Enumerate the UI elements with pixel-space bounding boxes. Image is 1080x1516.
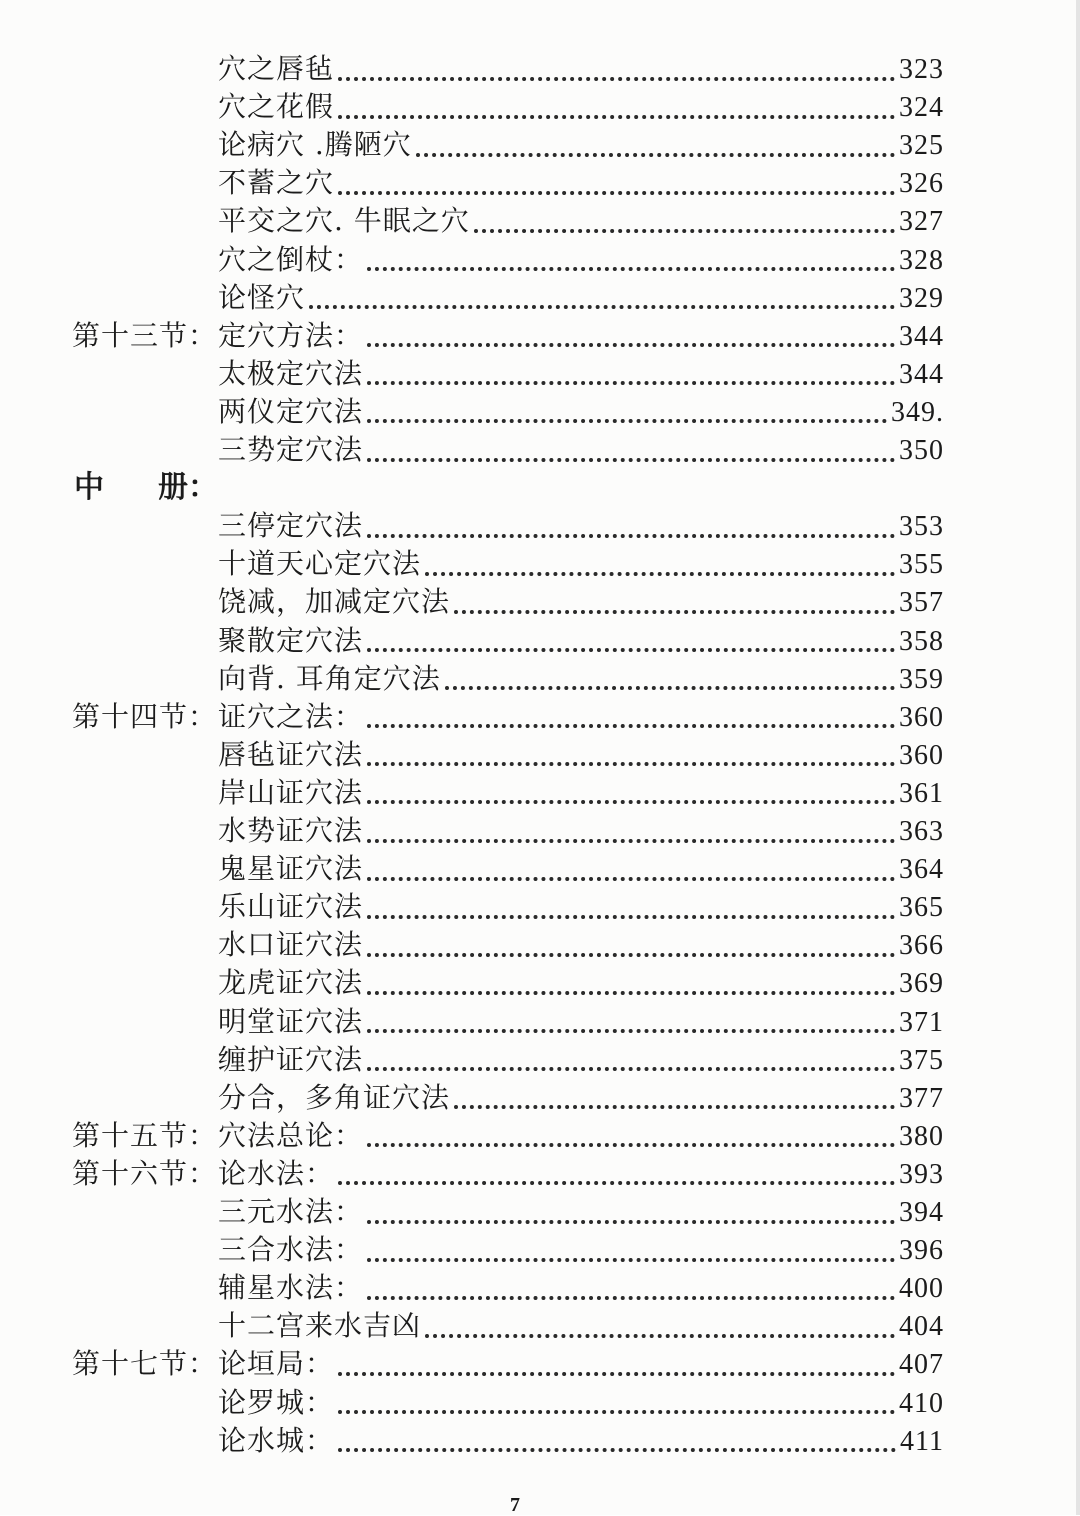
toc-entry [218,50,944,89]
entry-page-number: 380 [899,1120,944,1152]
dot-leader [367,752,895,766]
section-label: 第十七节： [72,1347,218,1381]
toc-entry [218,1079,944,1118]
toc-row [0,279,1080,317]
dot-leader [338,1438,896,1452]
dot-leader [454,1095,895,1109]
entry-title: 穴之倒杖： [218,242,364,276]
toc-row [0,850,1080,888]
entry-page-number: 361 [899,777,944,809]
dot-leader [367,790,895,804]
dot-leader [338,1362,895,1376]
entry-title: 岸山证穴法 [218,775,364,809]
entry-title: 太极定穴法 [218,356,364,390]
entry-page-number: 357 [899,587,944,619]
dot-leader [367,1248,895,1262]
toc-row [0,1384,1080,1422]
entry-title: 分合，多角证穴法 [218,1080,451,1114]
dot-leader [338,1400,895,1414]
dot-leader [367,981,895,995]
entry-page-number: 324 [899,92,944,124]
entry-page-number: 325 [899,130,944,162]
toc-entry [218,1003,944,1042]
entry-page-number: 344 [899,358,944,390]
dot-leader [474,219,895,233]
entry-page-number: 371 [899,1006,944,1038]
entry-title: 穴之唇毡 [218,52,335,85]
entry-title: 鬼星证穴法 [218,852,364,886]
entry-title: 论水法： [218,1156,335,1190]
toc-row [0,926,1080,964]
toc-entry [218,88,944,127]
entry-title: 唇毡证穴法 [218,737,364,771]
toc-entry [218,1231,944,1270]
dot-leader [367,409,887,423]
entry-title: 论病穴 .腾陋穴 [218,128,412,162]
dot-leader [367,1133,895,1147]
entry-title: 缠护证穴法 [218,1042,364,1076]
section-label: 第十五节： [72,1118,218,1152]
dot-leader [367,448,895,462]
dot-leader [425,562,895,576]
toc-entry [218,1269,944,1308]
entry-page-number: 349. [891,396,944,428]
entry-title: 三元水法： [218,1195,364,1228]
dot-leader [416,143,895,157]
entry-page-number: 375 [899,1044,944,1076]
toc-entry [218,1345,944,1384]
entry-title: 水势证穴法 [218,814,364,847]
entry-title: 不蓄之穴 [218,166,335,200]
toc-entry [218,583,944,622]
toc-entry [218,202,944,241]
toc-row [0,888,1080,926]
entry-page-number: 329 [899,282,944,314]
entry-page-number: 400 [899,1273,944,1305]
dot-leader [425,1324,895,1338]
entry-title: 证穴之法： [218,699,364,733]
entry-page-number: 369 [899,968,944,1000]
toc-entry [218,1041,944,1080]
entry-title: 论水城： [218,1423,335,1457]
entry-page-number: 364 [899,854,944,886]
toc-entry [218,393,944,432]
entry-page-number: 355 [899,549,944,581]
entry-page-number: 359 [899,663,944,695]
dot-leader [367,333,895,347]
entry-title: 辅星水法： [218,1271,364,1305]
entry-title: 论垣局： [218,1347,335,1381]
toc-row [0,431,1080,469]
page-number: 7 [510,1494,520,1516]
toc-row [0,774,1080,812]
toc-row [0,812,1080,850]
entry-title: 三停定穴法 [218,509,364,543]
toc-entry [218,279,944,318]
dot-leader [367,905,895,919]
dot-leader [367,1286,895,1300]
entry-title: 穴法总论： [218,1118,364,1152]
toc-entry [218,1384,944,1423]
entry-title: 平交之穴. 牛眠之穴 [218,204,470,238]
dot-leader [445,676,895,690]
toc-entry [218,1307,944,1346]
entry-page-number: 353 [899,511,944,543]
dot-leader [367,1019,895,1033]
toc-entry [218,850,944,889]
entry-page-number: 360 [899,701,944,733]
toc-row [0,393,1080,431]
entry-page-number: 411 [900,1425,944,1457]
dot-leader [367,371,895,385]
dot-leader [309,295,895,309]
toc-row [0,1079,1080,1117]
toc-row [0,1231,1080,1269]
entry-title: 定穴方法： [218,318,364,352]
toc-row [0,622,1080,660]
toc-row [0,1307,1080,1345]
entry-title: 论罗城： [218,1385,335,1419]
toc-row [0,507,1080,545]
toc-row [0,469,1080,507]
entry-title: 明堂证穴法 [218,1004,364,1038]
volume-heading-char: 中 [74,470,104,506]
toc-row [0,736,1080,774]
toc-entry [218,545,944,584]
toc-entry [218,888,944,927]
entry-title: 向背. 耳角定穴法 [218,661,441,695]
toc-row [0,1155,1080,1193]
toc-entry [218,1117,944,1156]
entry-page-number: 323 [899,54,944,85]
section-label: 第十六节： [72,1156,218,1190]
entry-title: 饶减，加减定穴法 [218,585,451,619]
toc-row [0,1193,1080,1231]
entry-page-number: 366 [899,930,944,962]
entry-page-number: 377 [899,1082,944,1114]
toc-entry [218,926,944,965]
dot-leader [454,600,895,614]
entry-title: 龙虎证穴法 [218,966,364,1000]
entry-page-number: 394 [899,1197,944,1228]
entry-page-number: 328 [899,244,944,276]
toc-row [0,50,1080,88]
section-label: 第十三节： [72,318,218,352]
entry-page-number: 363 [899,816,944,847]
toc-row [0,88,1080,126]
entry-title: 穴之花假 [218,90,335,124]
dot-leader [338,105,895,119]
toc-row [0,1422,1080,1460]
toc-entry [218,1422,944,1461]
entry-title: 三合水法： [218,1233,364,1267]
entry-title: 水口证穴法 [218,928,364,962]
section-label: 第十四节： [72,699,218,733]
toc-entry [218,964,944,1003]
toc-entry [218,164,944,203]
dot-leader [367,1057,895,1071]
toc-row [0,1345,1080,1383]
toc-entry [218,774,944,813]
toc-row [0,1117,1080,1155]
toc-entry [218,736,944,775]
toc-row [0,317,1080,355]
dot-leader [367,1210,895,1224]
entry-title: 两仪定穴法 [218,394,364,428]
dot-leader [367,638,895,652]
toc-entry [218,622,944,661]
page-edge [1076,0,1080,1515]
dot-leader [338,181,895,195]
dot-leader [367,524,895,538]
entry-title: 聚散定穴法 [218,623,364,657]
entry-page-number: 350 [899,435,944,466]
dot-leader [338,1171,895,1185]
toc-row [0,355,1080,393]
toc-row [0,126,1080,164]
entry-page-number: 358 [899,625,944,657]
toc-row [0,164,1080,202]
dot-leader [367,867,895,881]
toc-entry [218,812,944,851]
entry-page-number: 396 [899,1235,944,1267]
toc-entry [218,317,944,356]
toc-entry [218,507,944,546]
toc-row [0,698,1080,736]
toc-row [0,202,1080,240]
entry-page-number: 365 [899,892,944,924]
toc-entry [218,126,944,165]
toc-row [0,660,1080,698]
toc-entry [218,1193,944,1232]
toc-row [0,1003,1080,1041]
entry-title: 乐山证穴法 [218,890,364,924]
entry-title: 十二宫来水吉凶 [218,1309,422,1343]
toc-entry [218,1155,944,1194]
entry-title: 十道天心定穴法 [218,547,422,581]
toc-entry [218,355,944,394]
entry-page-number: 326 [899,168,944,200]
entry-title: 三势定穴法 [218,433,364,466]
dot-leader [367,829,895,843]
volume-heading-char: 册： [158,470,218,506]
entry-page-number: 327 [899,206,944,238]
entry-page-number: 344 [899,320,944,352]
toc-row [0,545,1080,583]
dot-leader [367,943,895,957]
entry-page-number: 393 [899,1158,944,1190]
entry-page-number: 410 [899,1387,944,1419]
toc-row [0,964,1080,1002]
dot-leader [367,714,895,728]
toc-entry [218,660,944,699]
toc-row [0,1041,1080,1079]
dot-leader [367,257,895,271]
toc-row [0,583,1080,621]
entry-title: 论怪穴 [218,280,306,314]
toc-entry [218,241,944,280]
dot-leader [338,67,895,81]
toc-entry [218,431,944,470]
entry-page-number: 360 [899,739,944,771]
entry-page-number: 407 [899,1349,944,1381]
entry-page-number: 404 [899,1311,944,1343]
toc-entry [218,698,944,737]
toc-row [0,241,1080,279]
toc-row [0,1269,1080,1307]
